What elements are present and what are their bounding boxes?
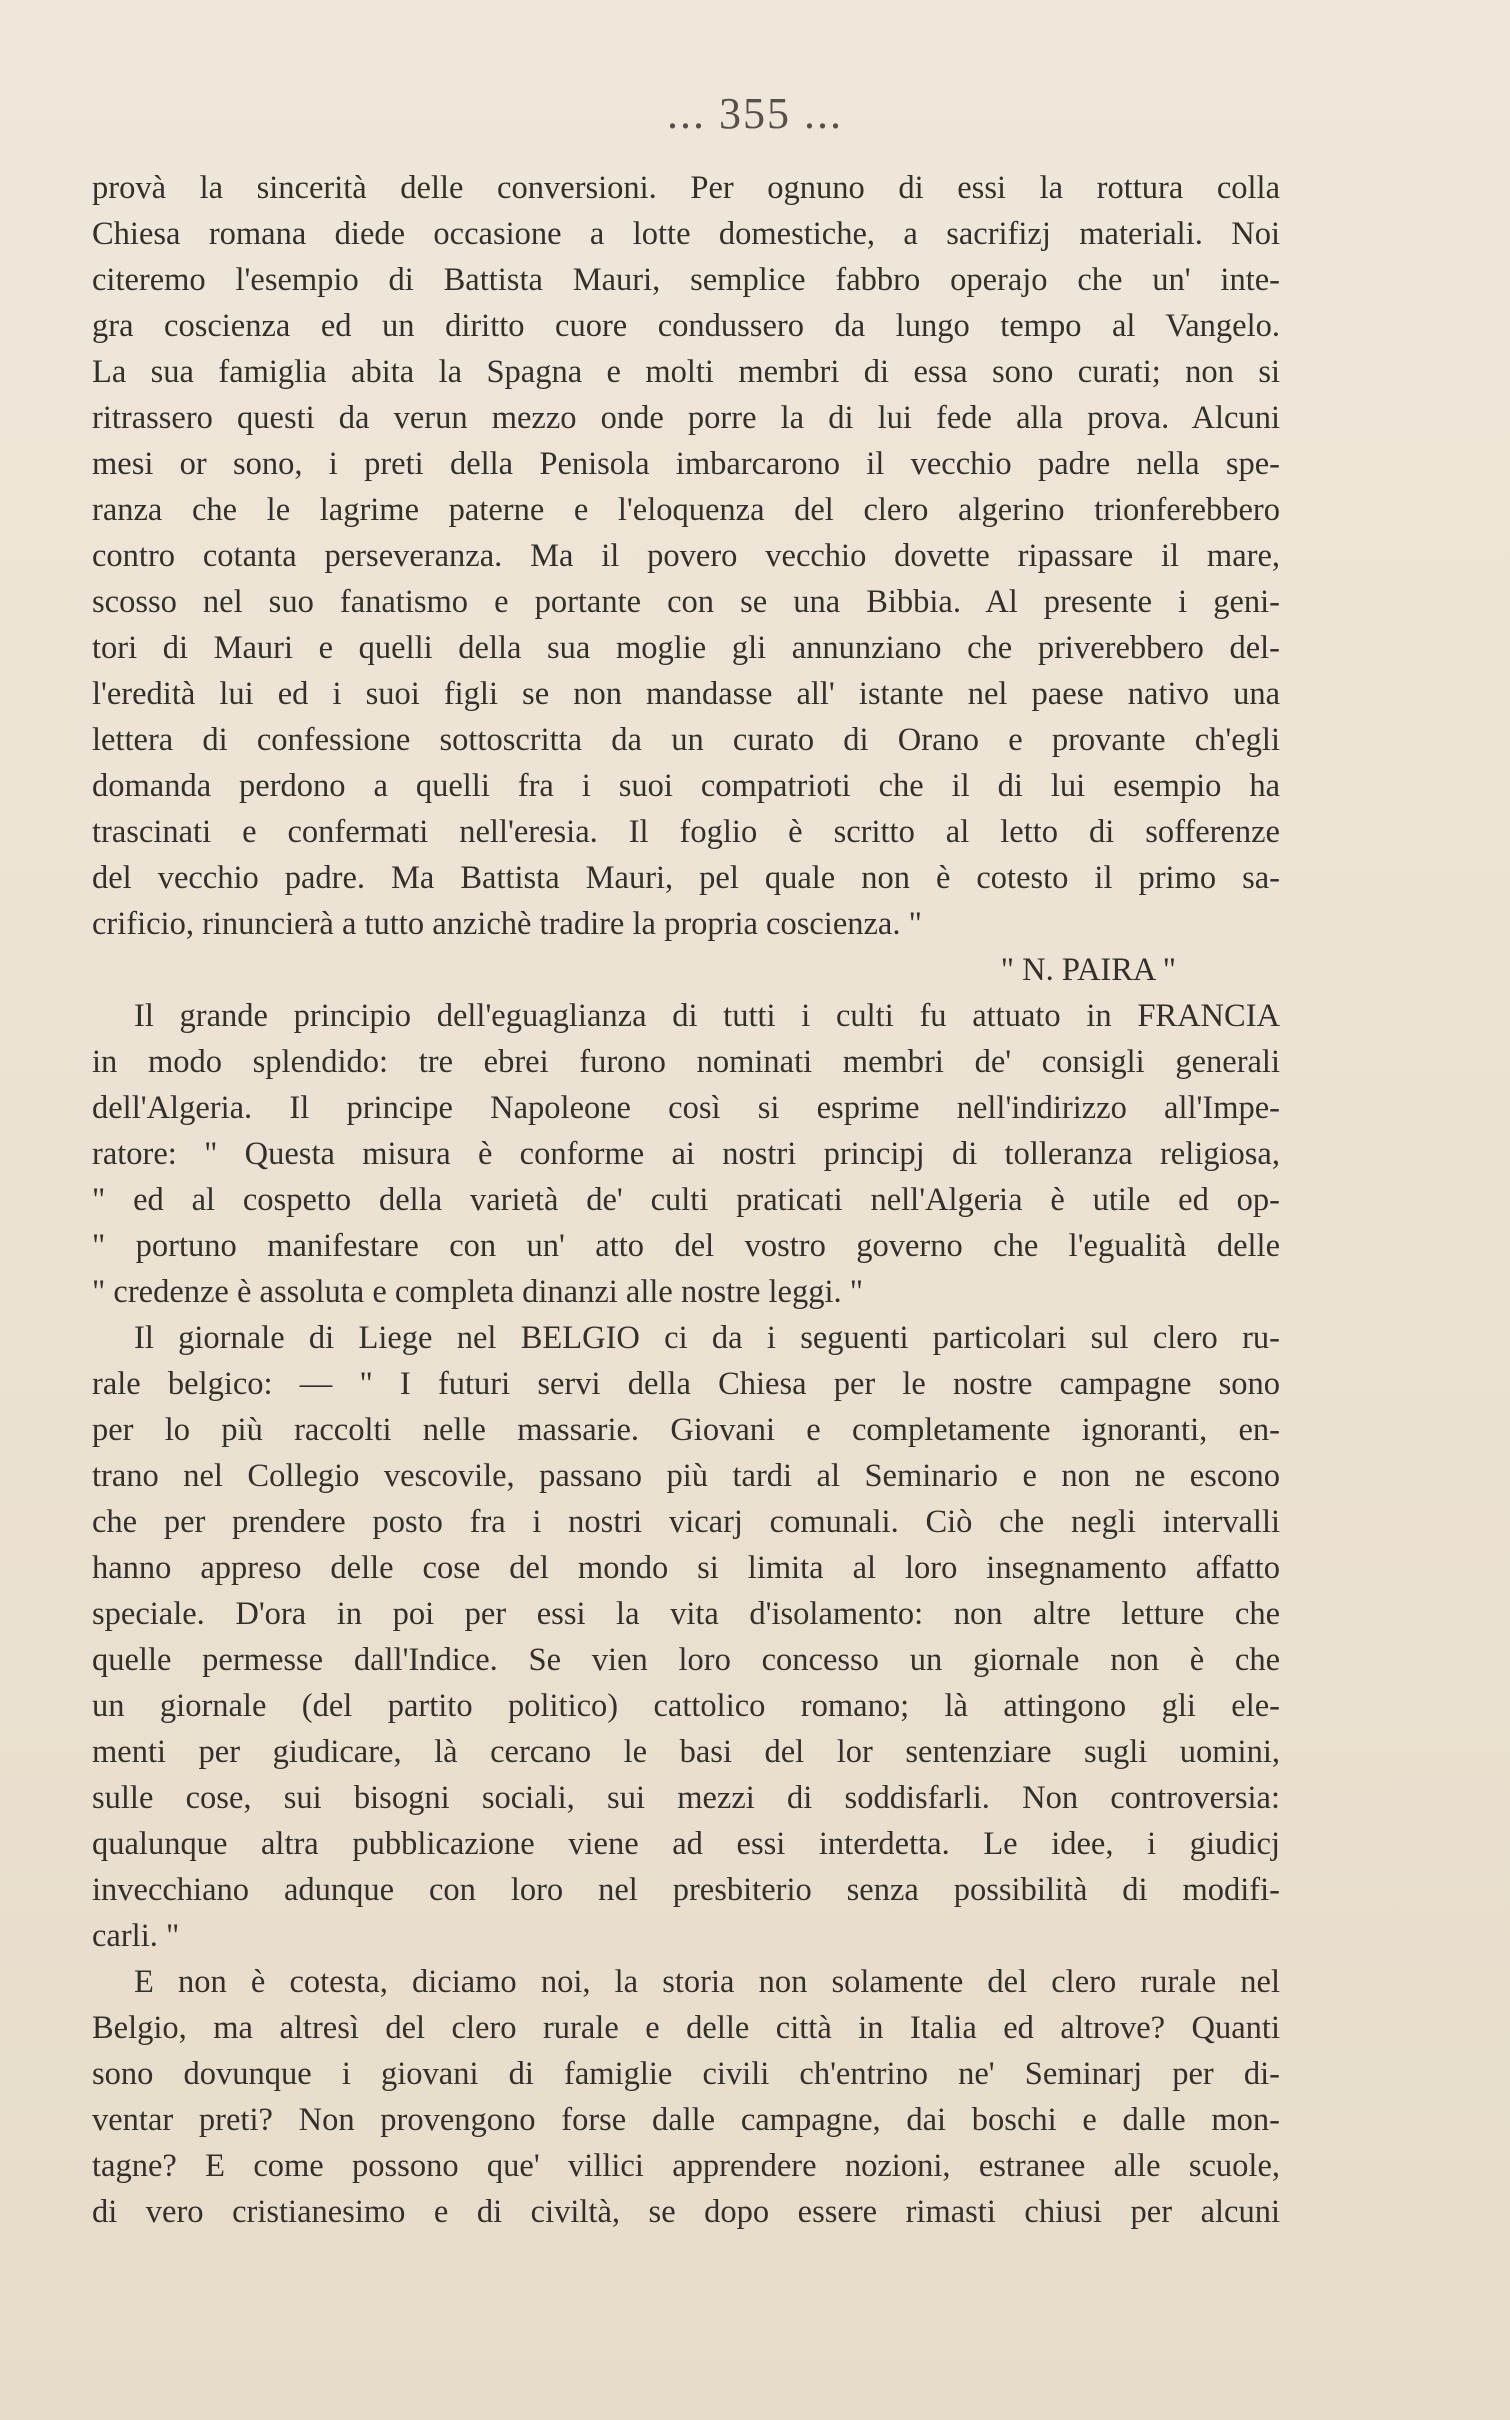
- text-line: invecchiano adunque con loro nel presbiterio senza possibilità di modifi-: [92, 1872, 1280, 1908]
- text-line: ventar preti? Non provengono forse dalle campagne, dai boschi e dalle mon-: [92, 2102, 1280, 2138]
- text-line: sulle cose, sui bisogni sociali, sui mezzi di soddisfarli. Non controversia:: [92, 1780, 1280, 1816]
- text-line: La sua famiglia abita la Spagna e molti membri di essa sono curati; non si: [92, 354, 1280, 390]
- text-line: per lo più raccolti nelle massarie. Giovani e completamente ignoranti, en-: [92, 1412, 1280, 1448]
- text-line: l'eredità lui ed i suoi figli se non mandasse all' istante nel paese nativo una: [92, 676, 1280, 712]
- page-text-body: [92, 165, 1280, 2235]
- text-line: crificio, rinuncierà a tutto anzichè tradire la propria coscienza. ": [92, 906, 922, 942]
- text-line: in modo splendido: tre ebrei furono nominati membri de' consigli generali: [92, 1044, 1280, 1080]
- text-line: gra coscienza ed un diritto cuore condussero da lungo tempo al Vangelo.: [92, 308, 1280, 344]
- text-line: mesi or sono, i preti della Penisola imbarcarono il vecchio padre nella spe-: [92, 446, 1280, 482]
- text-line: tagne? E come possono que' villici apprendere nozioni, estranee alle scuole,: [92, 2148, 1280, 2184]
- text-line: E non è cotesta, diciamo noi, la storia non solamente del clero rurale nel: [134, 1964, 1280, 2000]
- text-line: trascinati e confermati nell'eresia. Il foglio è scritto al letto di sofferenze: [92, 814, 1280, 850]
- text-line: di vero cristianesimo e di civiltà, se dopo essere rimasti chiusi per alcuni: [92, 2194, 1280, 2230]
- text-line: Il giornale di Liege nel BELGIO ci da i seguenti particolari sul clero ru-: [134, 1320, 1280, 1356]
- text-line: ritrassero questi da verun mezzo onde porre la di lui fede alla prova. Alcuni: [92, 400, 1280, 436]
- text-line: Chiesa romana diede occasione a lotte domestiche, a sacrifizj materiali. Noi: [92, 216, 1280, 252]
- text-line: speciale. D'ora in poi per essi la vita d'isolamento: non altre letture che: [92, 1596, 1280, 1632]
- text-line: provà la sincerità delle conversioni. Per ognuno di essi la rottura colla: [92, 170, 1280, 206]
- text-line: trano nel Collegio vescovile, passano più tardi al Seminario e non ne escono: [92, 1458, 1280, 1494]
- text-line: domanda perdono a quelli fra i suoi compatrioti che il di lui esempio ha: [92, 768, 1280, 804]
- text-line: carli. ": [92, 1918, 180, 1954]
- text-line: ratore: " Questa misura è conforme ai nostri principj di tolleranza religiosa,: [92, 1136, 1280, 1172]
- text-line: che per prendere posto fra i nostri vicarj comunali. Ciò che negli intervalli: [92, 1504, 1280, 1540]
- signature-line: " N. PAIRA ": [1000, 952, 1176, 988]
- text-line: tori di Mauri e quelli della sua moglie gli annunziano che priverebbero del-: [92, 630, 1280, 666]
- text-line: hanno appreso delle cose del mondo si limita al loro insegnamento affatto: [92, 1550, 1280, 1586]
- text-line: scosso nel suo fanatismo e portante con se una Bibbia. Al presente i geni-: [92, 584, 1280, 620]
- text-line: menti per giudicare, là cercano le basi del lor sentenziare sugli uomini,: [92, 1734, 1280, 1770]
- text-line: rale belgico: — " I futuri servi della Chiesa per le nostre campagne sono: [92, 1366, 1280, 1402]
- text-line: " portuno manifestare con un' atto del vostro governo che l'egualità delle: [92, 1228, 1280, 1264]
- text-line: " ed al cospetto della varietà de' culti praticati nell'Algeria è utile ed op-: [92, 1182, 1280, 1218]
- text-line: un giornale (del partito politico) cattolico romano; là attingono gli ele-: [92, 1688, 1280, 1724]
- text-line: qualunque altra pubblicazione viene ad essi interdetta. Le idee, i giudicj: [92, 1826, 1280, 1862]
- text-line: Il grande principio dell'eguaglianza di tutti i culti fu attuato in FRANCIA: [134, 998, 1280, 1034]
- page-number: ... 355 ...: [667, 89, 843, 138]
- text-line: dell'Algeria. Il principe Napoleone così si esprime nell'indirizzo all'Impe-: [92, 1090, 1280, 1126]
- text-line: del vecchio padre. Ma Battista Mauri, pel quale non è cotesto il primo sa-: [92, 860, 1280, 896]
- text-line: Belgio, ma altresì del clero rurale e delle città in Italia ed altrove? Quanti: [92, 2010, 1280, 2046]
- text-line: sono dovunque i giovani di famiglie civili ch'entrino ne' Seminarj per di-: [92, 2056, 1280, 2092]
- text-line: citeremo l'esempio di Battista Mauri, semplice fabbro operajo che un' inte-: [92, 262, 1280, 298]
- text-line: quelle permesse dall'Indice. Se vien loro concesso un giornale non è che: [92, 1642, 1280, 1678]
- text-line: contro cotanta perseveranza. Ma il povero vecchio dovette ripassare il mare,: [92, 538, 1280, 574]
- text-line: lettera di confessione sottoscritta da un curato di Orano e provante ch'egli: [92, 722, 1280, 758]
- text-line: " credenze è assoluta e completa dinanzi alle nostre leggi. ": [92, 1274, 864, 1310]
- text-line: ranza che le lagrime paterne e l'eloquenza del clero algerino trionferebbero: [92, 492, 1280, 528]
